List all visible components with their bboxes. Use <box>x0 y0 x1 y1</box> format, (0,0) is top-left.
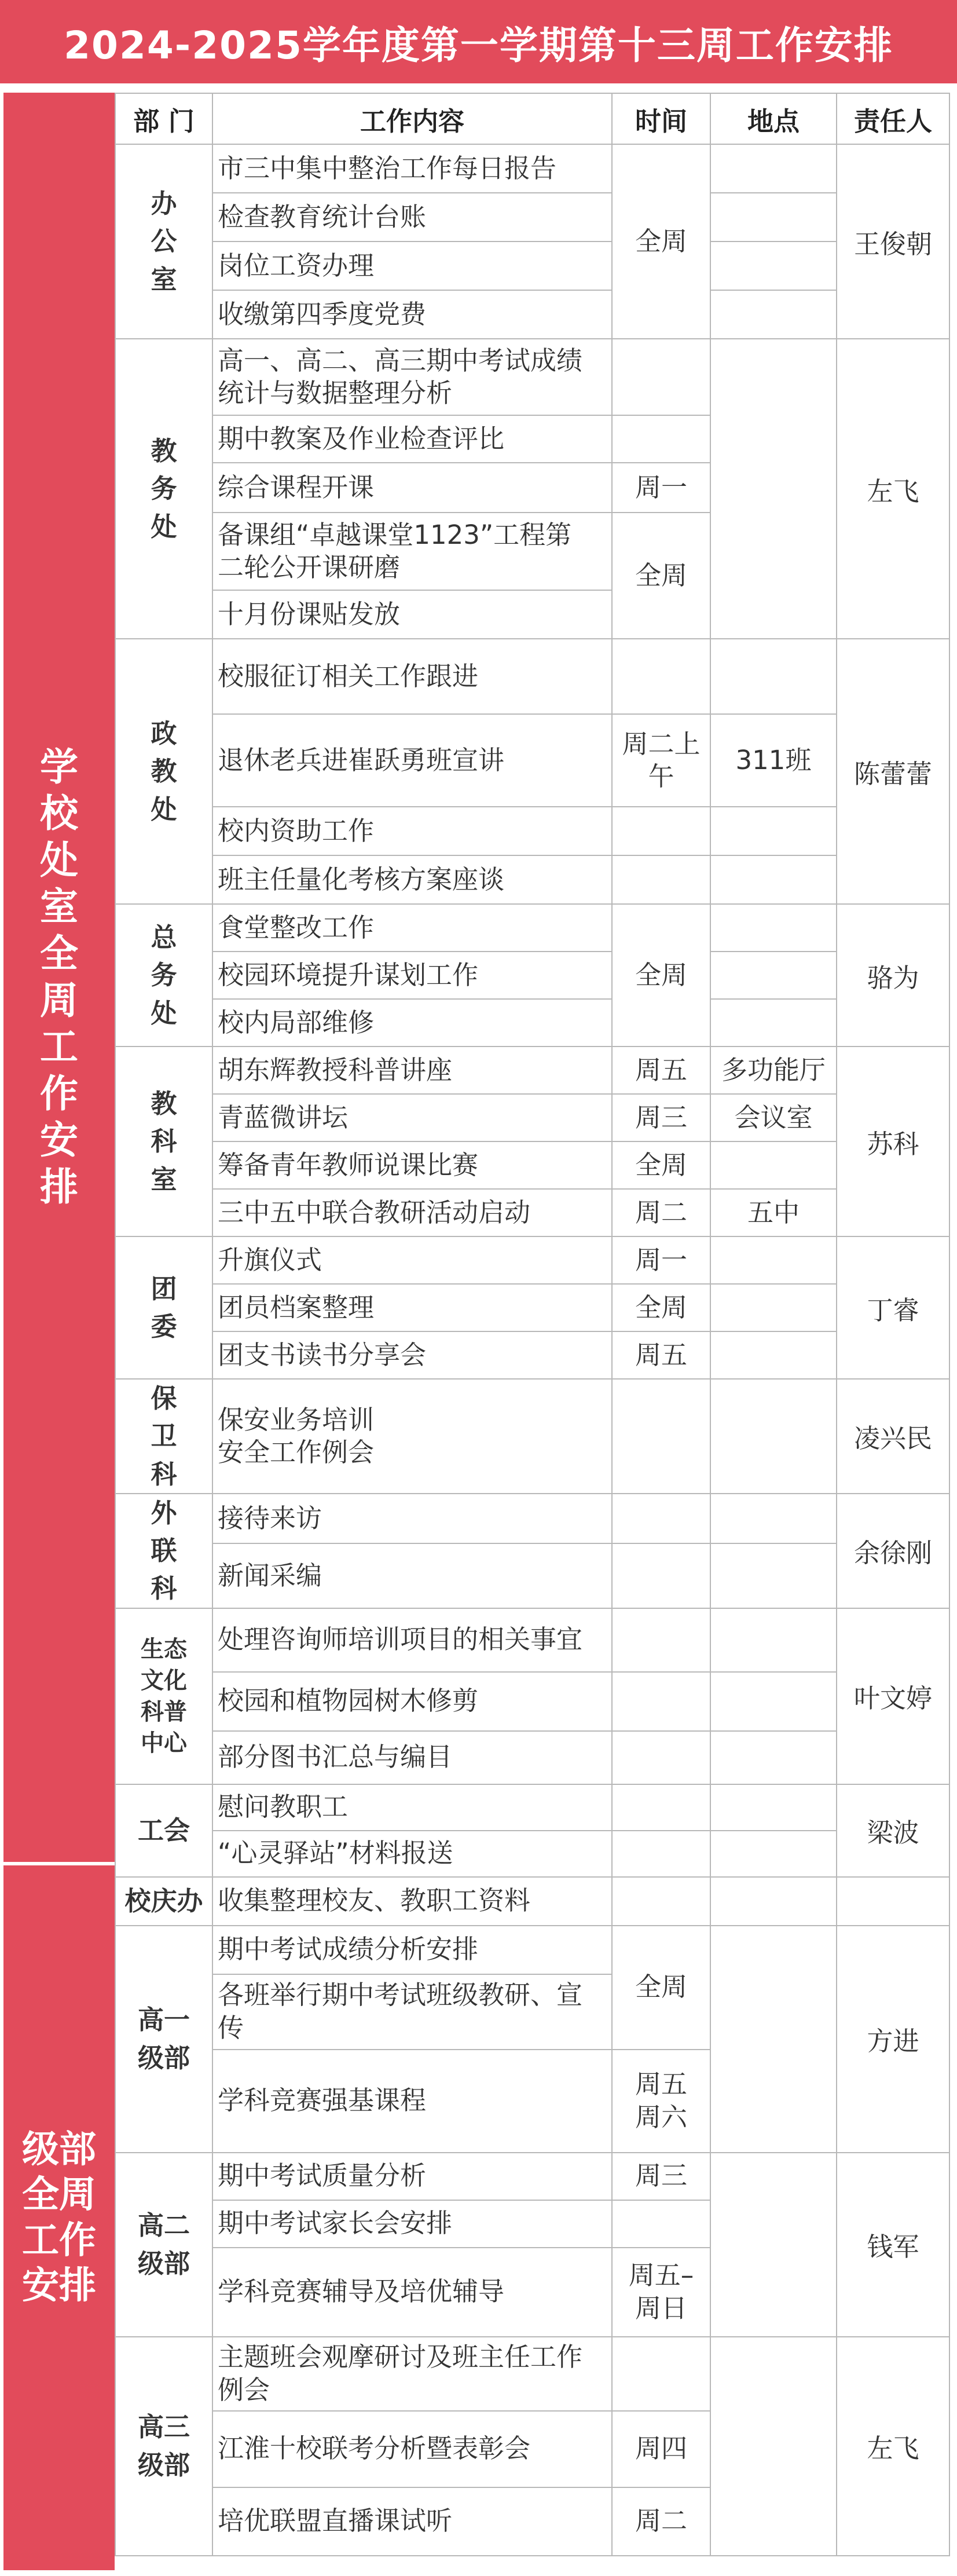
task-cell: 部分图书汇总与编目 <box>212 1731 612 1784</box>
time-cell <box>612 2200 710 2248</box>
table-row <box>115 952 949 999</box>
time-cell: 周五 <box>612 1046 710 1094</box>
task-cell: 退休老兵进崔跃勇班宣讲 <box>212 714 612 807</box>
task-cell: 高一、高二、高三期中考试成绩 统计与数据整理分析 <box>212 339 612 415</box>
person-cell: 叶文婷 <box>837 1608 949 1784</box>
task-cell: 学科竞赛强基课程 <box>212 2050 612 2153</box>
table-row <box>115 290 949 339</box>
col-header-time: 时间 <box>612 93 710 144</box>
task-cell: 综合课程开课 <box>212 463 612 513</box>
table-row <box>115 1877 949 1926</box>
dept-general: 总 务 处 <box>115 904 212 1046</box>
person-cell: 王俊朝 <box>837 144 949 339</box>
person-cell: 钱军 <box>837 2153 949 2337</box>
time-cell: 周三 <box>612 2153 710 2200</box>
time-cell <box>612 639 710 714</box>
section-label-school-text: 学 校 处 室 全 周 工 作 安 排 <box>40 744 78 1209</box>
task-cell: 江淮十校联考分析暨表彰会 <box>212 2411 612 2487</box>
table-row <box>115 714 949 807</box>
table-row <box>115 904 949 952</box>
dept-grade1: 高一 级部 <box>115 1926 212 2153</box>
table-row <box>115 193 949 241</box>
table-row <box>115 1608 949 1672</box>
task-cell: 收集整理校友、教职工资料 <box>212 1877 612 1926</box>
place-cell <box>710 241 837 290</box>
place-cell <box>710 1672 837 1731</box>
time-cell: 周五 周六 <box>612 2050 710 2153</box>
place-cell <box>710 1141 837 1189</box>
dept-grade2: 高二 级部 <box>115 2153 212 2337</box>
dept-political: 政 教 处 <box>115 639 212 904</box>
dept-grade3: 高三 级部 <box>115 2337 212 2556</box>
table-row <box>115 1494 949 1543</box>
place-cell <box>710 2153 837 2337</box>
place-cell <box>710 1731 837 1784</box>
table-row <box>115 999 949 1046</box>
place-cell <box>710 855 837 904</box>
table-row <box>115 2337 949 2411</box>
time-cell <box>612 1731 710 1784</box>
place-cell <box>710 1877 837 1926</box>
task-cell: 团支书读书分享会 <box>212 1331 612 1379</box>
table-row <box>115 855 949 904</box>
task-cell: 期中考试质量分析 <box>212 2153 612 2200</box>
dept-eco: 生态 文化 科普 中心 <box>115 1608 212 1784</box>
task-cell: 期中教案及作业检查评比 <box>212 415 612 463</box>
table-row <box>115 1046 949 1094</box>
place-cell: 311班 <box>710 714 837 807</box>
place-cell <box>710 807 837 855</box>
dept-office: 办 公 室 <box>115 144 212 339</box>
place-cell <box>710 1236 837 1284</box>
task-cell: 青蓝微讲坛 <box>212 1094 612 1141</box>
dept-security: 保 卫 科 <box>115 1379 212 1494</box>
table-row <box>115 1141 949 1189</box>
task-cell: 食堂整改工作 <box>212 904 612 952</box>
place-cell <box>710 1608 837 1672</box>
table-row <box>115 1731 949 1784</box>
place-cell <box>710 1331 837 1379</box>
place-cell <box>710 290 837 339</box>
table-row <box>115 1672 949 1731</box>
table-row <box>115 241 949 290</box>
task-cell: 备课组“卓越课堂1123”工程第 二轮公开课研磨 <box>212 513 612 590</box>
task-cell: 校服征订相关工作跟进 <box>212 639 612 714</box>
person-cell: 方进 <box>837 1926 949 2153</box>
task-cell: 新闻采编 <box>212 1543 612 1608</box>
task-cell: 三中五中联合教研活动启动 <box>212 1189 612 1236</box>
table-row <box>115 1189 949 1236</box>
task-cell: 收缴第四季度党费 <box>212 290 612 339</box>
time-cell: 周二 <box>612 1189 710 1236</box>
task-cell: 保安业务培训 安全工作例会 <box>212 1379 612 1494</box>
table-row <box>115 1831 949 1877</box>
task-cell: 市三中集中整治工作每日报告 <box>212 144 612 193</box>
time-cell <box>612 1494 710 1543</box>
task-cell: 处理咨询师培训项目的相关事宜 <box>212 1608 612 1672</box>
person-cell: 苏科 <box>837 1046 949 1236</box>
task-cell: 慰问教职工 <box>212 1784 612 1831</box>
time-cell: 周二上 午 <box>612 714 710 807</box>
col-header-content: 工作内容 <box>212 93 612 144</box>
dept-anniv: 校庆办 <box>115 1877 212 1926</box>
task-cell: 学科竞赛辅导及培优辅导 <box>212 2248 612 2337</box>
task-cell: 期中考试成绩分析安排 <box>212 1926 612 1974</box>
section-label-school <box>3 93 115 1862</box>
time-cell <box>612 415 710 463</box>
schedule-table <box>115 93 950 2556</box>
section-label-grade-text: 级部 全周 工作 安排 <box>22 2128 96 2307</box>
dept-union: 工会 <box>115 1784 212 1877</box>
col-header-dept: 部 门 <box>115 93 212 144</box>
time-cell <box>612 807 710 855</box>
time-cell <box>612 1543 710 1608</box>
person-cell: 骆为 <box>837 904 949 1046</box>
person-cell: 陈蕾蕾 <box>837 639 949 904</box>
place-cell <box>710 193 837 241</box>
time-cell: 周四 <box>612 2411 710 2487</box>
task-cell: 校内局部维修 <box>212 999 612 1046</box>
task-cell: 十月份课贴发放 <box>212 590 612 639</box>
task-cell: 期中考试家长会安排 <box>212 2200 612 2248</box>
place-cell <box>710 2337 837 2556</box>
place-cell <box>710 1831 837 1877</box>
person-cell: 凌兴民 <box>837 1379 949 1494</box>
time-cell: 周一 <box>612 1236 710 1284</box>
time-cell: 全周 <box>612 144 710 339</box>
table-row <box>115 807 949 855</box>
table-row <box>115 639 949 714</box>
place-cell <box>710 1926 837 2153</box>
place-cell <box>710 144 837 193</box>
dept-league: 团 委 <box>115 1236 212 1379</box>
table-row <box>115 1379 949 1494</box>
task-cell: 培优联盟直播课试听 <box>212 2487 612 2556</box>
col-header-place: 地点 <box>710 93 837 144</box>
task-cell: 校园和植物园树木修剪 <box>212 1672 612 1731</box>
table-row <box>115 1236 949 1284</box>
table-row <box>115 1543 949 1608</box>
time-cell <box>612 1877 710 1926</box>
table-row <box>115 2153 949 2200</box>
time-cell: 周五 <box>612 1331 710 1379</box>
person-cell: 丁睿 <box>837 1236 949 1379</box>
time-cell: 全周 <box>612 1284 710 1331</box>
task-cell: 校园环境提升谋划工作 <box>212 952 612 999</box>
place-cell <box>710 952 837 999</box>
time-cell: 周二 <box>612 2487 710 2556</box>
time-cell <box>612 1831 710 1877</box>
page-header <box>0 0 957 86</box>
col-header-person: 责任人 <box>837 93 949 144</box>
place-cell <box>710 999 837 1046</box>
table-row <box>115 1926 949 1974</box>
task-cell: 班主任量化考核方案座谈 <box>212 855 612 904</box>
task-cell: “心灵驿站”材料报送 <box>212 1831 612 1877</box>
dept-liaison: 外 联 科 <box>115 1494 212 1608</box>
time-cell <box>612 2337 710 2411</box>
task-cell: 校内资助工作 <box>212 807 612 855</box>
dept-academic: 教 务 处 <box>115 339 212 639</box>
place-cell: 五中 <box>710 1189 837 1236</box>
table-row <box>115 339 949 415</box>
place-cell <box>710 639 837 714</box>
task-cell: 岗位工资办理 <box>212 241 612 290</box>
place-cell <box>710 1284 837 1331</box>
person-cell: 左飞 <box>837 2337 949 2556</box>
time-cell: 周三 <box>612 1094 710 1141</box>
task-cell: 各班举行期中考试班级教研、宣 传 <box>212 1974 612 2050</box>
time-cell <box>612 1784 710 1831</box>
place-cell <box>710 1494 837 1543</box>
task-cell: 主题班会观摩研讨及班主任工作 例会 <box>212 2337 612 2411</box>
section-label-grade <box>3 1865 115 2570</box>
task-cell: 筹备青年教师说课比赛 <box>212 1141 612 1189</box>
time-cell: 全周 <box>612 1926 710 2050</box>
place-cell <box>710 1543 837 1608</box>
task-cell: 团员档案整理 <box>212 1284 612 1331</box>
table-row <box>115 1284 949 1331</box>
time-cell: 全周 <box>612 513 710 639</box>
place-cell <box>710 1379 837 1494</box>
table-row <box>115 144 949 193</box>
time-cell <box>612 1379 710 1494</box>
page-title: 2024-2025学年度第一学期第十三周工作安排 <box>64 23 893 68</box>
place-cell <box>710 904 837 952</box>
place-cell <box>710 1784 837 1831</box>
table-row <box>115 1331 949 1379</box>
table-header-row <box>115 93 949 144</box>
task-cell: 胡东辉教授科普讲座 <box>212 1046 612 1094</box>
time-cell: 全周 <box>612 904 710 1046</box>
time-cell: 周一 <box>612 463 710 513</box>
table-row <box>115 1094 949 1141</box>
place-cell <box>710 339 837 639</box>
time-cell: 全周 <box>612 1141 710 1189</box>
person-cell: 余徐刚 <box>837 1494 949 1608</box>
time-cell <box>612 855 710 904</box>
time-cell <box>612 1608 710 1672</box>
task-cell: 接待来访 <box>212 1494 612 1543</box>
dept-research: 教 科 室 <box>115 1046 212 1236</box>
place-cell: 会议室 <box>710 1094 837 1141</box>
person-cell <box>837 1877 949 1926</box>
time-cell: 周五– 周日 <box>612 2248 710 2337</box>
task-cell: 升旗仪式 <box>212 1236 612 1284</box>
person-cell: 左飞 <box>837 339 949 639</box>
person-cell: 梁波 <box>837 1784 949 1877</box>
table-row <box>115 1784 949 1831</box>
task-cell: 检查教育统计台账 <box>212 193 612 241</box>
time-cell <box>612 339 710 415</box>
time-cell <box>612 1672 710 1731</box>
place-cell: 多功能厅 <box>710 1046 837 1094</box>
